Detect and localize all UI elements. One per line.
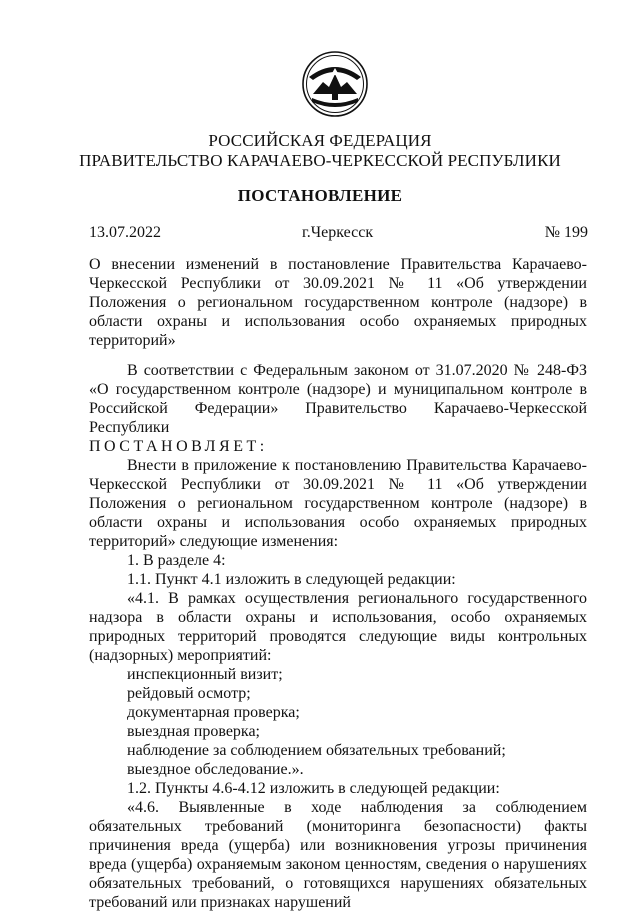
list-item: документарная проверка; xyxy=(127,704,300,721)
document-number: № 199 xyxy=(544,224,588,241)
list-item: рейдовый осмотр; xyxy=(127,685,251,702)
document-title: ПОСТАНОВЛЕНИЕ xyxy=(237,186,403,205)
document-body xyxy=(89,361,587,912)
coat-of-arms-icon xyxy=(301,50,369,118)
government-header: ПРАВИТЕЛЬСТВО КАРАЧАЕВО-ЧЕРКЕССКОЙ РЕСПУБЛИКИ xyxy=(79,151,561,170)
document-subject: О внесении изменений в постановление Правительства Карачаево-Черкесской Республики от 30.09.2021 № 11 «Об утверждении Положения о региональном государственном контроле (надзоре) в области охраны и использования особо охраняемых природных территорий» xyxy=(89,256,587,349)
country-header: РОССИЙСКАЯ ФЕДЕРАЦИЯ xyxy=(208,131,432,150)
amendment-paragraph: Внести в приложение к постановлению Правительства Карачаево-Черкесской Республики от 30.09.2021 № 11 «Об утверждении Положения о региональном государственном контроле (надзоре) в области охраны и использования особо охраняемых природных территорий» следующие изменения: xyxy=(89,457,587,550)
item-1-1-heading: 1.1. Пункт 4.1 изложить в следующей редакции: xyxy=(127,571,456,588)
section-1-heading: 1. В разделе 4: xyxy=(127,552,226,569)
list-item: наблюдение за соблюдением обязательных требований; xyxy=(127,742,506,759)
preamble-paragraph: В соответствии с Федеральным законом от 31.07.2020 № 248-ФЗ «О государственном контроле (надзоре) и муниципальном контроле в Российской Федерации» Правительство Карачаево-Черкесской Республики xyxy=(89,362,587,436)
list-item: инспекционный визит; xyxy=(127,666,283,683)
item-1-2-heading: 1.2. Пункты 4.6-4.12 изложить в следующей редакции: xyxy=(127,780,500,797)
list-item: выездная проверка; xyxy=(127,723,260,740)
document-date: 13.07.2022 xyxy=(89,224,161,241)
clause-4-1-paragraph: «4.1. В рамках осуществления регионального государственного надзора в области охраны и использования, особо охраняемых природных территорий проводятся следующие виды контрольных (надзорных) мероприятий: xyxy=(89,590,587,664)
decree-word: ПОСТАНОВЛЯЕТ: xyxy=(89,438,268,455)
list-item: выездное обследование.». xyxy=(127,761,304,778)
clause-4-6-paragraph: «4.6. Выявленные в ходе наблюдения за соблюдением обязательных требований (мониторинга безопасности) факты причинения вреда (ущерба) или возникновения угрозы причинения вреда (ущерба) охраняемым законом ценностям, сведения о нарушениях обязательных требований, о готовящихся нарушениях обязательных требований или признаках нарушений xyxy=(89,799,587,911)
document-city: г.Черкесск xyxy=(302,224,374,241)
